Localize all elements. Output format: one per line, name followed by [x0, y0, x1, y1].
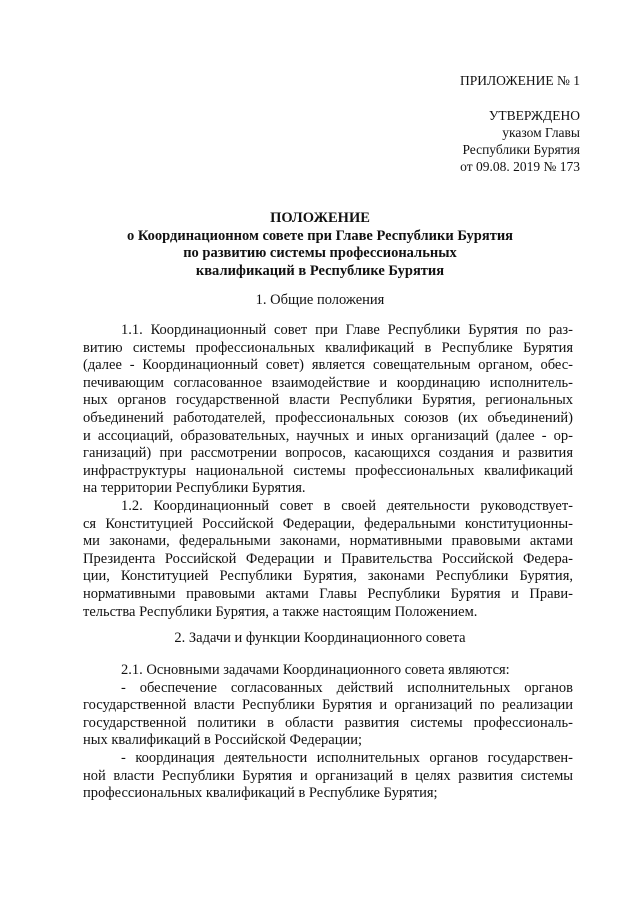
approval-line: Республики Бурятия	[462, 142, 580, 157]
text-line: ганизаций) при рассмотрении вопросов, касающихся создания и развития	[83, 445, 573, 462]
text-line: 1.2. Координационный совет в своей деятельности руководствует-	[121, 497, 573, 514]
document-title	[60, 210, 580, 280]
text-line: 1.1. Координационный совет при Главе Республики Бурятия по раз-	[121, 322, 573, 338]
text-line: ции, Конституцией Республики Бурятия, законами Республики Бурятия,	[83, 568, 573, 585]
text-line: профессиональных квалификаций в Республике Бурятия;	[83, 785, 438, 802]
title-line: о Координационном совете при Главе Республики Бурятия	[126, 227, 514, 244]
approval-line: указом Главы	[502, 125, 580, 140]
section-body-general	[83, 322, 573, 621]
section-heading-general: 1. Общие положения	[255, 292, 385, 308]
text-line: объединений работодателей, профессиональных союзов (их объединений)	[83, 409, 573, 426]
text-line: печивающим согласованное взаимодействие и координацию исполнитель-	[83, 374, 573, 391]
text-line: тельства Республики Бурятия, а также настоящим Положением.	[83, 603, 478, 620]
text-line: государственной политики в области развития системы профессиональ-	[83, 714, 573, 731]
text-line: государственной власти Республики Бурятия и организаций по реализации	[83, 697, 573, 714]
text-line: ной власти Республики Бурятия и организаций в целях развития системы	[83, 767, 573, 784]
approval-line: УТВЕРЖДЕНО	[488, 108, 580, 123]
appendix-label: ПРИЛОЖЕНИЕ № 1	[459, 73, 580, 88]
text-line: - обеспечение согласованных действий исполнительных органов	[121, 679, 573, 696]
section-heading-tasks: 2. Задачи и функции Координационного совета	[174, 630, 466, 646]
section-body-tasks	[83, 662, 573, 803]
text-line: и ассоциаций, образовательных, научных и иных организаций (далее - ор-	[83, 427, 573, 444]
text-line: нормативными правовыми актами Главы Республики Бурятия и Прави-	[83, 585, 573, 602]
text-line: ми законами, федеральными законами, нормативными правовыми актами	[83, 533, 573, 550]
text-line: ся Конституцией Российской Федерации, федеральными конституционны-	[83, 515, 573, 532]
approval-line: от 09.08. 2019 № 173	[460, 159, 580, 174]
text-line: витию системы профессиональных квалификаций в Республике Бурятия	[83, 339, 573, 356]
text-line: инфраструктуры национальной системы профессиональных квалификаций	[83, 462, 573, 479]
text-line: 2.1. Основными задачами Координационного совета являются:	[121, 662, 510, 678]
approval-stamp	[460, 107, 580, 175]
title-line: по развитию системы профессиональных	[183, 245, 457, 261]
title-line: квалификаций в Республике Бурятия	[195, 262, 445, 279]
text-line: Президента Российской Федерации и Правительства Российской Федера-	[83, 550, 573, 567]
text-line: - координация деятельности исполнительных органов государствен-	[121, 749, 573, 766]
text-line: ных органов государственной власти Республики Бурятия, региональных	[83, 392, 573, 409]
title-line: ПОЛОЖЕНИЕ	[270, 210, 370, 226]
text-line: на территории Республики Бурятия.	[83, 480, 306, 497]
text-line: (далее - Координационный совет) является совещательным органом, обес-	[83, 357, 573, 374]
text-line: ных квалификаций в Российской Федерации;	[83, 732, 363, 749]
